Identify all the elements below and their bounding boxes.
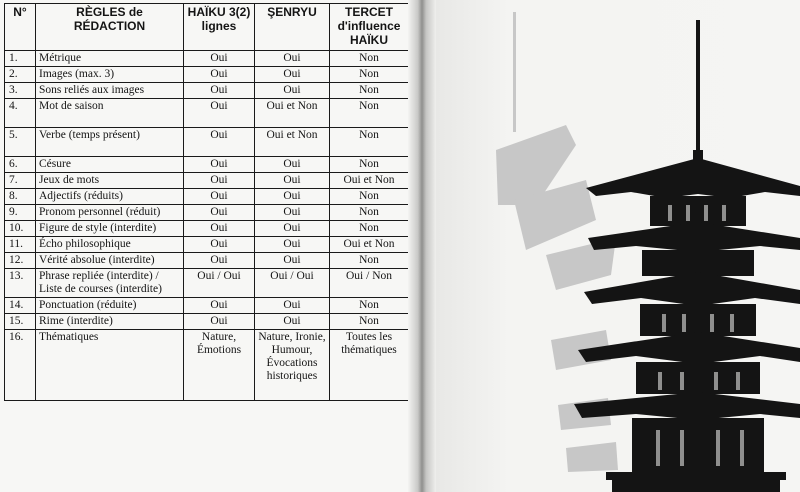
header-number: N° xyxy=(5,4,36,51)
table-row xyxy=(5,173,409,189)
rules-table-body xyxy=(5,51,409,401)
row-rule: Vérité absolue (interdite) xyxy=(36,253,184,269)
row-number: 12. xyxy=(5,253,36,269)
row-tercet-value: Toutes les thématiques xyxy=(330,330,409,401)
table-header-row xyxy=(5,4,409,51)
pagoda-illustration xyxy=(436,0,800,492)
row-number: 6. xyxy=(5,157,36,173)
row-haiku-value: Oui xyxy=(184,237,255,253)
row-tercet-value: Oui et Non xyxy=(330,173,409,189)
row-rule: Rime (interdite) xyxy=(36,314,184,330)
row-haiku-value: Oui xyxy=(184,298,255,314)
row-tercet-value: Non xyxy=(330,205,409,221)
row-senryu-value: Oui / Oui xyxy=(255,269,330,298)
row-rule: Images (max. 3) xyxy=(36,67,184,83)
row-number: 11. xyxy=(5,237,36,253)
row-haiku-value: Oui xyxy=(184,51,255,67)
table-row xyxy=(5,51,409,67)
row-senryu-value: Oui et Non xyxy=(255,128,330,157)
table-row xyxy=(5,99,409,128)
row-rule: Adjectifs (réduits) xyxy=(36,189,184,205)
row-rule: Jeux de mots xyxy=(36,173,184,189)
row-haiku-value: Nature, Émotions xyxy=(184,330,255,401)
row-rule: Figure de style (interdite) xyxy=(36,221,184,237)
row-number: 14. xyxy=(5,298,36,314)
row-tercet-value: Oui et Non xyxy=(330,237,409,253)
table-row xyxy=(5,314,409,330)
row-rule: Ponctuation (réduite) xyxy=(36,298,184,314)
table-row xyxy=(5,205,409,221)
row-number: 10. xyxy=(5,221,36,237)
row-senryu-value: Oui xyxy=(255,67,330,83)
row-rule: Pronom personnel (réduit) xyxy=(36,205,184,221)
row-haiku-value: Oui xyxy=(184,83,255,99)
row-rule: Sons reliés aux images xyxy=(36,83,184,99)
row-haiku-value: Oui xyxy=(184,128,255,157)
header-tercet: TERCET d'influence HAÏKU xyxy=(330,4,409,51)
table-row xyxy=(5,128,409,157)
row-number: 5. xyxy=(5,128,36,157)
row-senryu-value: Oui xyxy=(255,298,330,314)
row-haiku-value: Oui xyxy=(184,67,255,83)
row-tercet-value: Non xyxy=(330,67,409,83)
row-tercet-value: Non xyxy=(330,99,409,128)
row-senryu-value: Nature, Ironie, Humour, Évocations historiques xyxy=(255,330,330,401)
table-row xyxy=(5,67,409,83)
row-haiku-value: Oui / Oui xyxy=(184,269,255,298)
row-senryu-value: Oui et Non xyxy=(255,99,330,128)
table-row xyxy=(5,330,409,401)
table-row xyxy=(5,253,409,269)
book-gutter xyxy=(408,0,436,492)
right-page xyxy=(436,0,800,492)
row-number: 7. xyxy=(5,173,36,189)
table-row xyxy=(5,83,409,99)
table-row xyxy=(5,221,409,237)
row-senryu-value: Oui xyxy=(255,221,330,237)
row-number: 3. xyxy=(5,83,36,99)
row-senryu-value: Oui xyxy=(255,83,330,99)
row-haiku-value: Oui xyxy=(184,157,255,173)
row-number: 13. xyxy=(5,269,36,298)
table-row xyxy=(5,269,409,298)
row-rule: Phrase repliée (interdite) / Liste de courses (interdite) xyxy=(36,269,184,298)
row-tercet-value: Non xyxy=(330,157,409,173)
row-haiku-value: Oui xyxy=(184,189,255,205)
row-haiku-value: Oui xyxy=(184,253,255,269)
row-number: 4. xyxy=(5,99,36,128)
row-rule: Césure xyxy=(36,157,184,173)
header-senryu: ŞENRYU xyxy=(255,4,330,51)
row-tercet-value: Oui / Non xyxy=(330,269,409,298)
table-row xyxy=(5,237,409,253)
row-haiku-value: Oui xyxy=(184,314,255,330)
row-senryu-value: Oui xyxy=(255,205,330,221)
row-tercet-value: Non xyxy=(330,314,409,330)
rules-table xyxy=(4,3,409,401)
row-senryu-value: Oui xyxy=(255,253,330,269)
row-rule: Écho philosophique xyxy=(36,237,184,253)
row-rule: Métrique xyxy=(36,51,184,67)
row-number: 16. xyxy=(5,330,36,401)
row-tercet-value: Non xyxy=(330,189,409,205)
row-tercet-value: Non xyxy=(330,221,409,237)
row-haiku-value: Oui xyxy=(184,221,255,237)
row-number: 9. xyxy=(5,205,36,221)
row-senryu-value: Oui xyxy=(255,314,330,330)
row-tercet-value: Non xyxy=(330,253,409,269)
row-rule: Thématiques xyxy=(36,330,184,401)
row-senryu-value: Oui xyxy=(255,173,330,189)
row-tercet-value: Non xyxy=(330,83,409,99)
row-number: 2. xyxy=(5,67,36,83)
row-tercet-value: Non xyxy=(330,128,409,157)
table-row xyxy=(5,157,409,173)
row-number: 8. xyxy=(5,189,36,205)
row-tercet-value: Non xyxy=(330,51,409,67)
row-rule: Verbe (temps présent) xyxy=(36,128,184,157)
row-number: 1. xyxy=(5,51,36,67)
header-haiku: HAÏKU 3(2) lignes xyxy=(184,4,255,51)
row-tercet-value: Non xyxy=(330,298,409,314)
row-senryu-value: Oui xyxy=(255,157,330,173)
row-haiku-value: Oui xyxy=(184,99,255,128)
header-rule: RÈGLES de RÉDACTION xyxy=(36,4,184,51)
table-row xyxy=(5,298,409,314)
row-haiku-value: Oui xyxy=(184,205,255,221)
row-haiku-value: Oui xyxy=(184,173,255,189)
row-rule: Mot de saison xyxy=(36,99,184,128)
row-number: 15. xyxy=(5,314,36,330)
row-senryu-value: Oui xyxy=(255,189,330,205)
row-senryu-value: Oui xyxy=(255,51,330,67)
table-row xyxy=(5,189,409,205)
row-senryu-value: Oui xyxy=(255,237,330,253)
